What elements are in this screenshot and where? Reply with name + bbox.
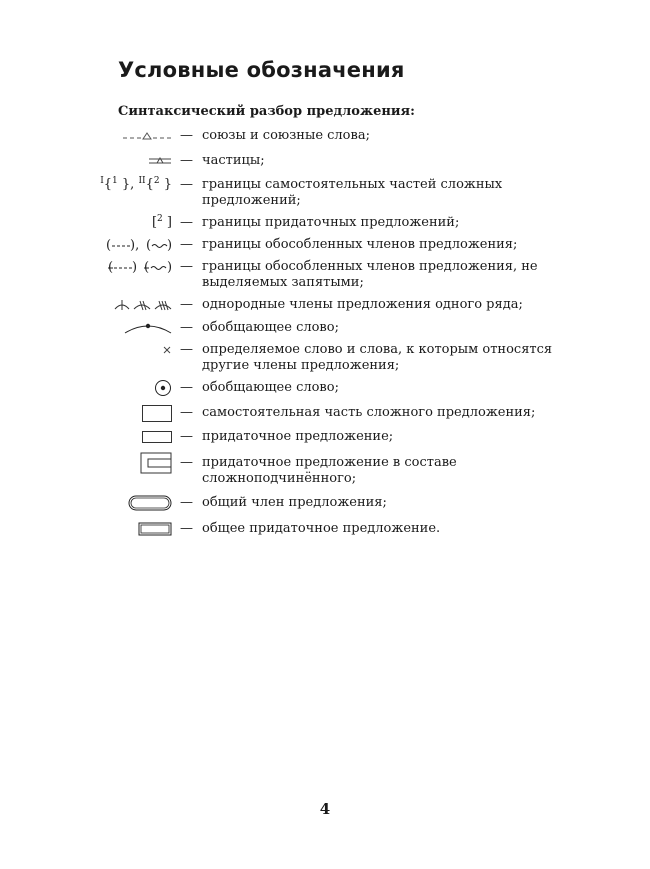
legend-description: границы обособленных членов предложения, не выделяемых запятыми; [202,259,538,290]
cross-mark-icon [162,342,172,358]
double-rectangle-icon [138,521,172,537]
section-subtitle: Синтаксический разбор предложения: [118,104,415,119]
separator-dash: — [180,177,193,192]
legend-description: самостоятельная часть сложного предложения; [202,405,536,420]
separator-dash: — [180,455,193,470]
separator-dash: — [180,153,193,168]
legend-description: границы придаточных предложений; [202,215,460,230]
svg-text:): ) [167,238,172,252]
nested-rectangles-icon [140,455,172,471]
svg-text:): ) [132,260,138,274]
separator-dash: — [180,128,193,143]
large-rectangle-icon [142,405,172,421]
separator-dash: — [180,429,193,444]
svg-text:(: ( [146,238,152,252]
subordinate-bracket-icon: [ 2 ] [151,214,172,230]
separator-dash: — [180,521,193,536]
legend-description: определяемое слово и слова, к которым относятся другие члены предложения; [202,342,553,373]
legend-description: обобщающее слово; [202,320,339,335]
svg-text:(: ( [108,260,114,274]
separator-dash: — [180,297,193,312]
rounded-rectangle-icon [128,495,172,511]
conjunction-dashed-triangle-icon [122,128,172,144]
homogeneous-members-icon [114,297,172,313]
legend-description: придаточное предложение; [202,429,394,444]
legend-description: границы обособленных членов предложения; [202,237,518,252]
svg-text:(: ( [144,260,150,274]
separator-dash: — [180,495,193,510]
isolated-member-paren-icon [106,237,172,253]
separator-dash: — [180,320,193,335]
separator-dash: — [180,259,193,274]
page-title: Условные обозначения [118,58,405,82]
legend-description: частицы; [202,153,265,168]
page-number: 4 [319,800,331,818]
legend-description: обобщающее слово; [202,380,339,395]
legend-description: общий член предложения; [202,495,387,510]
isolated-member-noncomma-icon [108,259,172,275]
small-rectangle-icon [142,429,172,445]
independent-part-brace-icon: I { 1 }, II { 2 } [100,176,172,192]
particle-wave-icon [148,153,172,169]
svg-text:),: ), [130,238,140,252]
separator-dash: — [180,380,193,395]
legend-description: однородные члены предложения одного ряда; [202,297,523,312]
separator-dash: — [180,237,193,252]
separator-dash: — [180,342,193,357]
legend-description: союзы и союзные слова; [202,128,370,143]
svg-text:(: ( [106,238,112,252]
separator-dash: — [180,405,193,420]
legend-description: общее придаточное предложение. [202,521,441,536]
legend-description: границы самостоятельных частей сложных предложений; [202,177,503,208]
svg-text:): ) [167,260,172,274]
circled-dot-icon [154,380,172,396]
legend-description: придаточное предложение в составе сложноподчинённого; [202,455,457,486]
generalizing-word-arc-icon [124,320,172,336]
separator-dash: — [180,215,193,230]
